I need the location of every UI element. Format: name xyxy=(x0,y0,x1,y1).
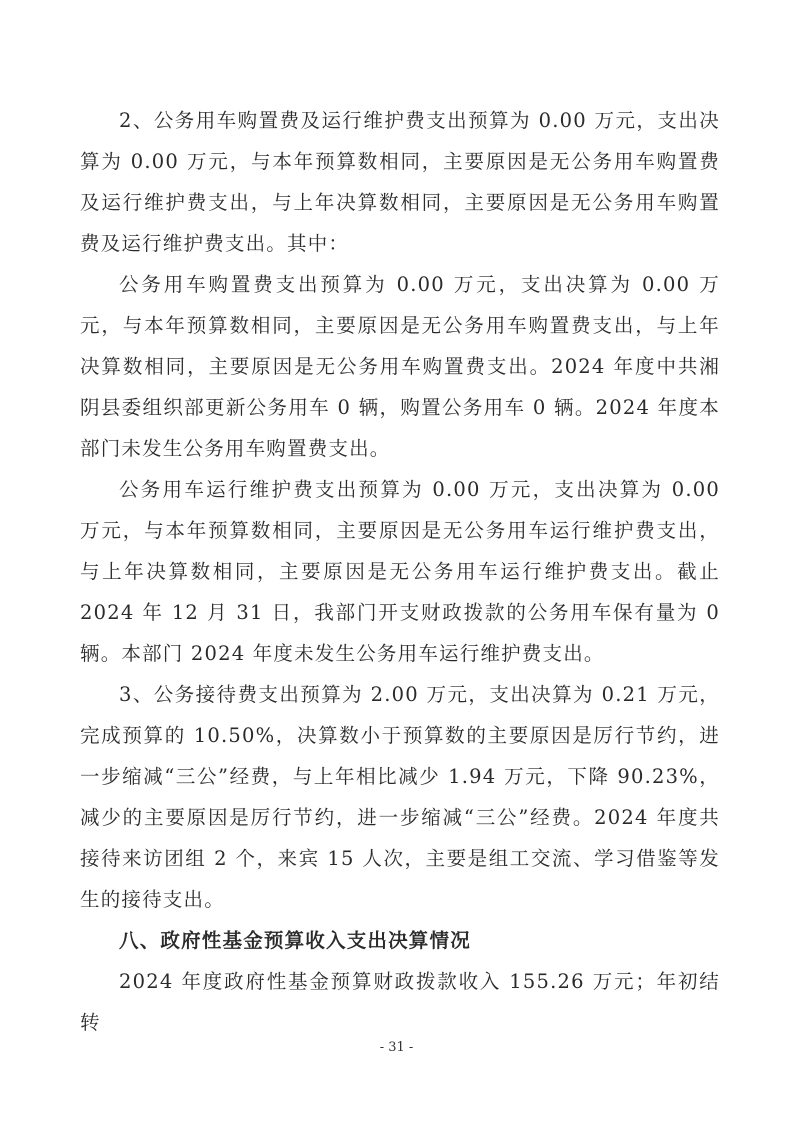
page-number: - 31 - xyxy=(379,1040,414,1055)
paragraph-vehicle-expenses: 2、公务用车购置费及运行维护费支出预算为 0.00 万元，支出决算为 0.00 万元，与本年预算数相同，主要原因是无公务用车购置费及运行维护费支出，与上年决算数相同，主要原因是无公务用车购置费及运行维护费支出。其中： xyxy=(80,109,720,255)
paragraph-vehicle-purchase: 公务用车购置费支出预算为 0.00 万元，支出决算为 0.00 万元，与本年预算数相同，主要原因是无公务用车购置费支出，与上年决算数相同，主要原因是无公务用车购置费支出。2024 年度中共湘阴县委组织部更新公务用车 0 辆，购置公务用车 0 辆。2024 年度本部门未发生公务用车购置费支出。 xyxy=(80,273,720,460)
section-heading-government-fund: 八、政府性基金预算收入支出决算情况 xyxy=(119,929,471,952)
paragraph-reception-expenses: 3、公务接待费支出预算为 2.00 万元，支出决算为 0.21 万元，完成预算的 10.50%，决算数小于预算数的主要原因是厉行节约，进一步缩减“三公”经费，与上年相比减少 1.94 万元，下降 90.23%，减少的主要原因是厉行节约，进一步缩减“三公”经费。2024 年度共接待来访团组 2 个，来宾 15 人次，主要是组工交流、学习借鉴等发生的接待支出。 xyxy=(80,683,720,911)
paragraph-vehicle-maintenance: 公务用车运行维护费支出预算为 0.00 万元，支出决算为 0.00 万元，与本年预算数相同，主要原因是无公务用车运行维护费支出，与上年决算数相同，主要原因是无公务用车运行维护费支出。截止 2024 年 12 月 31 日，我部门开支财政拨款的公务用车保有量为 0 辆。本部门 2024 年度未发生公务用车运行维护费支出。 xyxy=(80,478,720,665)
paragraph-government-fund: 2024 年度政府性基金预算财政拨款收入 155.26 万元；年初结转 xyxy=(80,970,720,1034)
document-body xyxy=(80,100,720,1043)
